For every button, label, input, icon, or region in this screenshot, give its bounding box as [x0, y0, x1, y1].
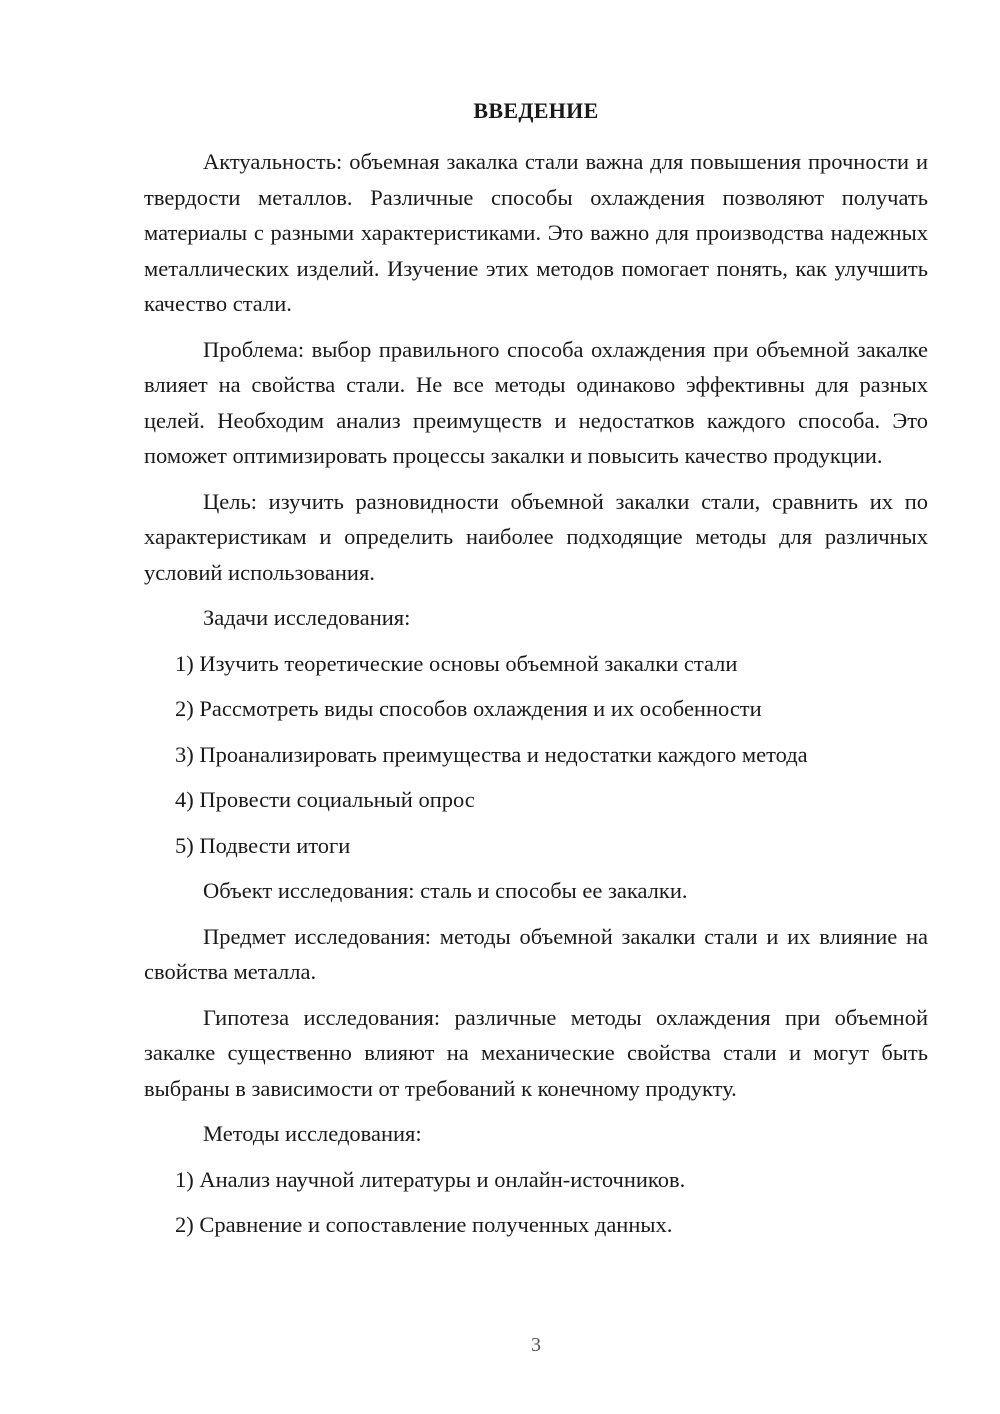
document-page — [144, 96, 928, 1253]
problem-paragraph: Проблема: выбор правильного способа охлаждения при объемной закалке влияет на свойства стали. Не все методы одинаково эффективны для разных целей. Необходим анализ преимуществ и недостатков каждого способа. Это поможет оптимизировать процессы закалки и повысить качество продукции. — [144, 336, 928, 468]
object-paragraph: Объект исследования: сталь и способы ее закалки. — [203, 878, 688, 903]
task-item-5: 5) Подвести итоги — [175, 832, 351, 858]
subject-paragraph: Предмет исследования: методы объемной закалки стали и их влияние на свойства металла. — [144, 923, 928, 984]
page-title: ВВЕДЕНИЕ — [473, 98, 599, 123]
hypothesis-paragraph: Гипотеза исследования: различные методы охлаждения при объемной закалке существенно влияют на механические свойства стали и могут быть выбраны в зависимости от требований к конечному продукту. — [144, 1004, 928, 1101]
method-item-1: 1) Анализ научной литературы и онлайн-источников. — [175, 1166, 686, 1192]
page-number: 3 — [531, 1334, 541, 1356]
task-item-3: 3) Проанализировать преимущества и недостатки каждого метода — [175, 741, 808, 767]
tasks-title: Задачи исследования: — [203, 605, 411, 630]
methods-title: Методы исследования: — [203, 1121, 422, 1146]
method-item-2: 2) Сравнение и сопоставление полученных данных. — [175, 1212, 673, 1237]
relevance-paragraph: Актуальность: объемная закалка стали важна для повышения прочности и твердости металлов. Различные способы охлаждения позволяют получать материалы с разными характеристиками. Это важно для производства надежных металлических изделий. Изучение этих методов помогает понять, как улучшить качество стали. — [144, 149, 928, 316]
goal-paragraph: Цель: изучить разновидности объемной закалки стали, сравнить их по характеристикам и определить наиболее подходящие методы для различных условий использования. — [144, 488, 928, 585]
task-item-2: 2) Рассмотреть виды способов охлаждения и их особенности — [175, 696, 762, 721]
task-item-4: 4) Провести социальный опрос — [175, 787, 475, 812]
task-item-1: 1) Изучить теоретические основы объемной закалки стали — [175, 650, 738, 676]
